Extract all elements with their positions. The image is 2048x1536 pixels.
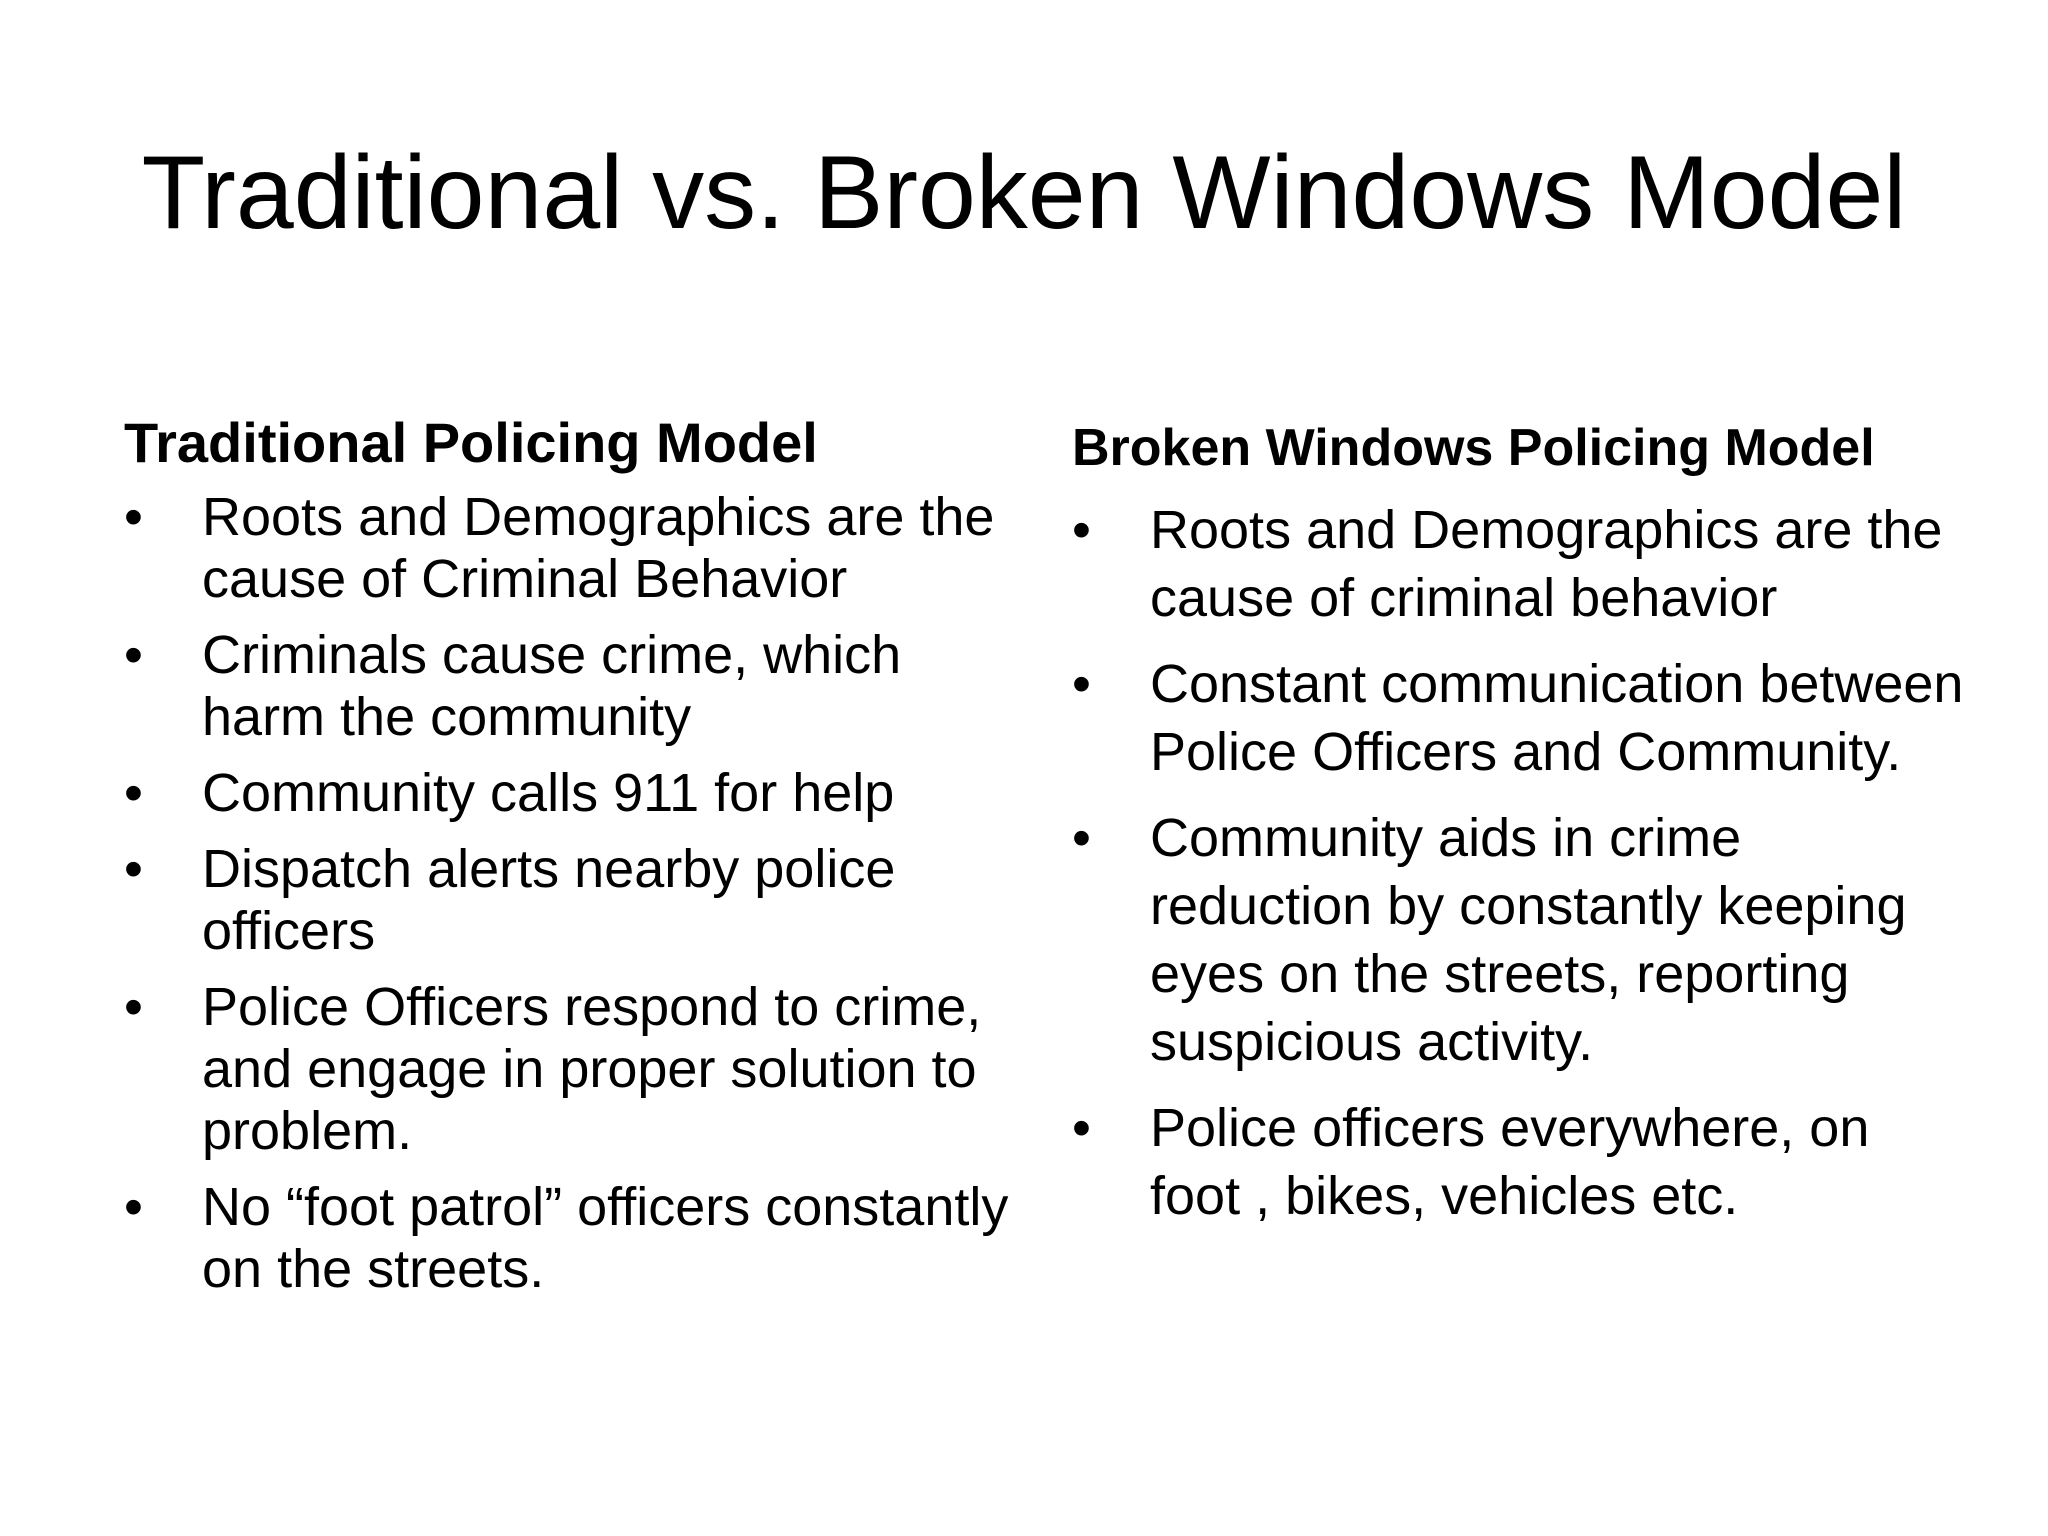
- list-item: [124, 624, 1024, 748]
- broken-windows-model-list: [1072, 496, 1972, 1230]
- list-item: [124, 976, 1024, 1162]
- list-item: [124, 838, 1024, 962]
- list-item-text: Community calls 911 for help: [202, 763, 895, 823]
- list-item: [1072, 496, 1972, 632]
- broken-windows-model-column: [1072, 416, 1972, 1248]
- list-item: [1072, 1094, 1972, 1230]
- list-item: [124, 486, 1024, 610]
- bullet-icon: •: [124, 625, 143, 685]
- list-item-text: Roots and Demographics are the cause of Criminal Behavior: [202, 487, 995, 609]
- bullet-icon: •: [124, 977, 143, 1037]
- list-item: [1072, 804, 1972, 1076]
- list-item-text: Police Officers respond to crime, and engage in proper solution to problem.: [202, 977, 982, 1161]
- traditional-model-heading: Traditional Policing Model: [124, 411, 818, 474]
- list-item-text: Criminals cause crime, which harm the community: [202, 625, 902, 747]
- list-item-text: Community aids in crime reduction by constantly keeping eyes on the streets, reporting suspicious activity.: [1150, 808, 1907, 1072]
- list-item: [124, 1176, 1024, 1300]
- bullet-icon: •: [124, 487, 143, 547]
- bullet-icon: •: [1072, 1098, 1091, 1158]
- list-item-text: Constant communication between Police Officers and Community.: [1150, 654, 1964, 782]
- traditional-model-column: [124, 410, 1024, 1314]
- bullet-icon: •: [124, 839, 143, 899]
- bullet-icon: •: [124, 1177, 143, 1237]
- list-item-text: Police officers everywhere, on foot , bikes, vehicles etc.: [1150, 1098, 1870, 1226]
- bullet-icon: •: [1072, 500, 1091, 560]
- bullet-icon: •: [1072, 654, 1091, 714]
- broken-windows-model-heading: Broken Windows Policing Model: [1072, 419, 1875, 477]
- list-item: [1072, 650, 1972, 786]
- bullet-icon: •: [124, 763, 143, 823]
- bullet-icon: •: [1072, 808, 1091, 868]
- list-item-text: Roots and Demographics are the cause of criminal behavior: [1150, 500, 1943, 628]
- list-item-text: Dispatch alerts nearby police officers: [202, 839, 896, 961]
- slide-title: Traditional vs. Broken Windows Model: [141, 135, 1907, 251]
- traditional-model-list: [124, 486, 1024, 1300]
- list-item: [124, 762, 1024, 824]
- list-item-text: No “foot patrol” officers constantly on the streets.: [202, 1177, 1009, 1299]
